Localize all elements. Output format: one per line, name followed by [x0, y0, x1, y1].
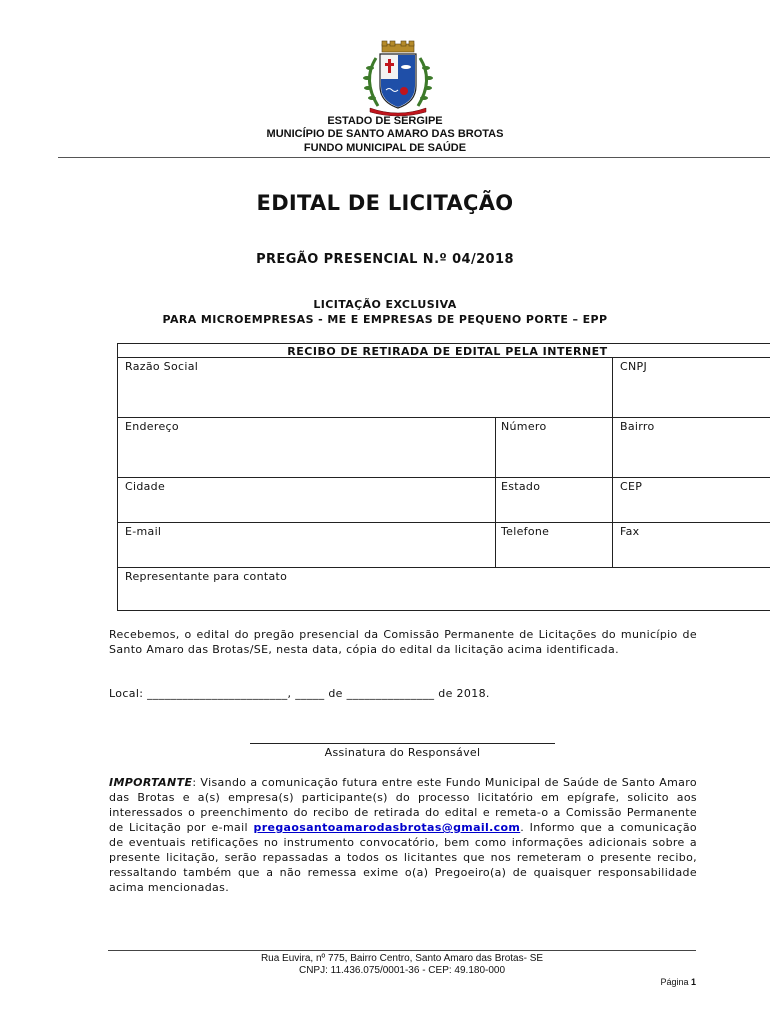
page-label: Página [660, 977, 691, 987]
header-divider [58, 157, 770, 158]
important-paragraph [109, 775, 697, 895]
header-state: ESTADO DE SERGIPE [327, 115, 443, 127]
pregao-number: PREGÃO PRESENCIAL N.º 04/2018 [256, 252, 514, 267]
receipt-form [117, 343, 770, 611]
receipt-paragraph: Recebemos, o edital do pregão presencial da Comissão Permanente de Licitações do município de Santo Amaro das Brotas/SE, nesta data, cópia do edital da licitação acima identificada. [109, 628, 697, 656]
exclusive-line1: LICITAÇÃO EXCLUSIVA [313, 298, 457, 311]
field-cnpj[interactable]: CNPJ [620, 360, 647, 373]
page-title: EDITAL DE LICITAÇÃO [256, 191, 514, 215]
page-number [620, 977, 696, 987]
footer-cnpj-cep: CNPJ: 11.436.075/0001-36 - CEP: 49.180-000 [298, 965, 506, 976]
header-fund: FUNDO MUNICIPAL DE SAÚDE [303, 142, 467, 154]
signature-label: Assinatura do Responsável [324, 746, 481, 759]
important-text-before: : Visando a comunicação futura entre este Fundo Municipal de Saúde de Santo Amaro das Brotas e a(s) empresa(s) participante(s) do processo licitatório em epígrafe, solicito aos interessados o preenchimento do recibo de retirada do edital e remeta-o a Comissão Permanente de Licitação por e-mail [109, 776, 697, 834]
field-cep[interactable]: CEP [620, 480, 643, 493]
signature-line [250, 743, 555, 744]
field-endereco[interactable]: Endereço [125, 420, 179, 433]
local-date-line: Local: ________________________, _____ de _______________ de 2018. [109, 687, 490, 700]
field-bairro[interactable]: Bairro [620, 420, 655, 433]
field-numero[interactable]: Número [501, 420, 547, 433]
receipt-form-title: RECIBO DE RETIRADA DE EDITAL PELA INTERNET [287, 345, 608, 358]
field-fax[interactable]: Fax [620, 525, 640, 538]
coat-of-arms-icon [356, 40, 440, 118]
important-text-after: . Informo que a comunicação de eventuais retificações no instrumento convocatório, bem como informações adicionais sobre a presente licitação, serão repassadas a todos os licitantes que nos remeteram o presente recibo, ressaltando também que a não remessa exime o(a) Pregoeiro(a) de quaisquer responsabilidade acima mencionadas. [109, 821, 697, 894]
header-municipality: MUNICÍPIO DE SANTO AMARO DAS BROTAS [266, 128, 504, 140]
important-label: IMPORTANTE [109, 776, 193, 789]
field-cidade[interactable]: Cidade [125, 480, 166, 493]
field-razao-social[interactable]: Razão Social [125, 360, 199, 373]
field-representante[interactable]: Representante para contato [125, 570, 288, 583]
field-email[interactable]: E-mail [125, 525, 162, 538]
footer-address: Rua Euvira, nº 775, Bairro Centro, Santo Amaro das Brotas- SE [260, 953, 544, 964]
field-telefone[interactable]: Telefone [501, 525, 550, 538]
page-number-value: 1 [690, 977, 696, 987]
exclusive-line2: PARA MICROEMPRESAS - ME E EMPRESAS DE PEQUENO PORTE – EPP [162, 313, 608, 326]
email-link[interactable]: pregaosantoamarodasbrotas@gmail.com [253, 821, 521, 834]
field-estado[interactable]: Estado [501, 480, 541, 493]
footer-divider [108, 950, 696, 951]
